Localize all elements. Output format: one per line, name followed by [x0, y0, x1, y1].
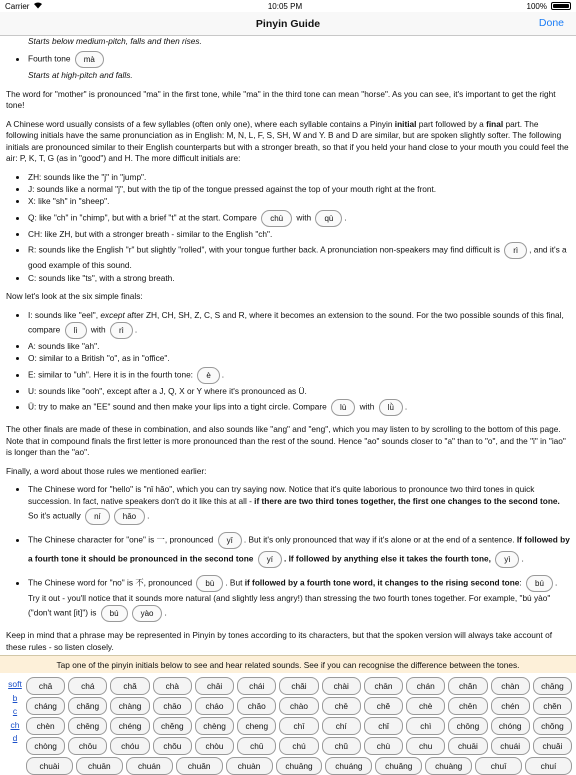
sound-button[interactable]: chōu: [68, 737, 107, 755]
sound-button-yi1[interactable]: yī: [218, 532, 242, 549]
sound-button[interactable]: chà: [153, 677, 192, 695]
list-item: • X: like "sh" in "sheep".: [28, 196, 570, 207]
sound-button[interactable]: chuǎng: [375, 757, 422, 775]
status-time: 10:05 PM: [267, 1, 303, 11]
index-link[interactable]: c: [12, 706, 18, 716]
done-button[interactable]: Done: [538, 17, 564, 29]
sound-button[interactable]: chuǎn: [176, 757, 223, 775]
sound-button[interactable]: chī: [279, 717, 318, 735]
navigation-bar: [0, 12, 576, 36]
rules-list: [6, 484, 570, 623]
rules-intro: Finally, a word about those rules we mentioned earlier:: [6, 465, 207, 476]
list-item: • R: sounds like the English "r" but slightly "rolled", with your tongue further back. A pronunciation non-speakers may find difficult is rì , and it's a good example of this sound.: [28, 241, 570, 271]
sound-button[interactable]: chè: [406, 697, 445, 715]
sound-button[interactable]: chǎ: [110, 677, 149, 695]
sound-button[interactable]: chèn: [26, 717, 65, 735]
sound-button[interactable]: chéng: [110, 717, 149, 735]
list-item: • The Chinese character for "one" is 一, pronounced yī . But it's only pronounced that way if it's alone or at the end of a sentence. If followed by a fourth tone it should be pronounced in the second tone yí . If followed by anything else it takes the fourth tone, yì .: [28, 531, 570, 569]
sound-button-row: [26, 737, 572, 755]
sound-button[interactable]: chǔ: [322, 737, 361, 755]
sound-button-qu4[interactable]: qù: [315, 210, 342, 227]
sound-button[interactable]: chuái: [491, 737, 530, 755]
sound-button[interactable]: cheng: [237, 717, 276, 735]
sound-button-chu4[interactable]: chù: [261, 210, 292, 227]
sound-button[interactable]: chǎng: [68, 697, 107, 715]
sound-button[interactable]: chāo: [153, 697, 192, 715]
keep-in-mind-paragraph: Keep in mind that a phrase may be represented in Pinyin by tones according to its characters, but that the spoken version will always take account of these rules - so listen closely.: [6, 630, 553, 652]
list-item: • ZH: sounds like the "j" in "jump".: [28, 172, 570, 183]
sound-button[interactable]: chēng: [68, 717, 107, 735]
sound-button[interactable]: chào: [279, 697, 318, 715]
index-link[interactable]: b: [12, 692, 18, 703]
finals-intro: Now let's look at the six simple finals:: [6, 291, 143, 302]
index-link[interactable]: d: [12, 733, 18, 743]
index-link[interactable]: soft: [8, 679, 22, 689]
index-link[interactable]: ch: [10, 719, 20, 730]
list-item: • CH: like ZH, but with a stronger breath - similar to the English "ch".: [28, 229, 570, 240]
list-item: • C: sounds like "ts", with a strong breath.: [28, 273, 570, 284]
sound-button[interactable]: chāng: [533, 677, 572, 695]
sound-button-hao3[interactable]: hǎo: [114, 508, 145, 525]
list-item: • The Chinese word for "hello" is "nǐ hǎo", which you can try saying now. Notice that it's quite laborious to pronounce two third tones in quick succession. In fact, native speakers don't do it like this at all - if there are two third tones together, the first one changes to the second tone. So it's actually ní hǎo .: [28, 484, 570, 526]
sound-button-row: [26, 697, 572, 715]
sound-button[interactable]: chóu: [110, 737, 149, 755]
sound-button[interactable]: cháng: [26, 697, 65, 715]
sound-button[interactable]: chu: [406, 737, 445, 755]
page-title: Pinyin Guide: [255, 17, 321, 30]
list-item: • O: similar to a British "o", as in "office".: [28, 353, 570, 364]
sound-button[interactable]: chǐ: [364, 717, 403, 735]
sound-button[interactable]: chū: [237, 737, 276, 755]
instruction-banner: Tap one of the pinyin initials below to see and hear related sounds. See if you can recognise the difference between the tones.: [0, 656, 576, 673]
sound-button[interactable]: chěng: [153, 717, 192, 735]
sound-button[interactable]: chuán: [126, 757, 173, 775]
sound-button[interactable]: chái: [237, 677, 276, 695]
other-finals-paragraph: The other finals are made of these in combination, and also sounds like "ang" and "eng", which you may listen to by scrolling to the bottom of this page. Note that in compound finals the first letter is more pronounced than the rest of the sound. Hence "ao" sounds closer to "a" than to "o", and the "i" in "iao" is longer than the "ao".: [6, 424, 566, 458]
battery-percent: 100%: [526, 1, 547, 11]
sound-button[interactable]: chuān: [76, 757, 123, 775]
battery-icon: [551, 2, 571, 10]
list-item: • I: sounds like "eel", except after ZH, CH, SH, Z, C, S and R, where it becomes an extension to the sound. For the two possible sounds of this final, compare lì with rì .: [28, 310, 570, 340]
sound-button[interactable]: chǎn: [448, 677, 487, 695]
sound-button[interactable]: chí: [322, 717, 361, 735]
sound-button[interactable]: chuāng: [276, 757, 323, 775]
sound-button[interactable]: chòng: [26, 737, 65, 755]
sound-button[interactable]: chǎi: [279, 677, 318, 695]
sound-button[interactable]: chā: [26, 677, 65, 695]
sound-button-row: [26, 717, 572, 735]
sound-button-row: [26, 757, 572, 775]
finals-list: [6, 310, 570, 418]
sound-button-ni2[interactable]: ní: [85, 508, 110, 525]
sound-button[interactable]: chuǎi: [533, 737, 572, 755]
sound-button-bu2[interactable]: bú: [526, 575, 553, 592]
sound-button[interactable]: chuáng: [325, 757, 372, 775]
sound-button[interactable]: chài: [322, 677, 361, 695]
sound-button[interactable]: chán: [406, 677, 445, 695]
initials-paragraph: A Chinese word usually consists of a few syllables (often only one), where each syllable contains a Pinyin initial part followed by a final part. The following initials have the same pronunciation as in English: M, N, L, F, S, SH, W and Y. B and D are similar, but are spoken slightly softer. The following initials are pronounced similar to their English counterparts but with a stronger breath, so that if you held your hand close to your mouth you could feel the air: P, K, T, G (as in "good") and H. The more difficult initials are:: [6, 118, 569, 164]
sound-button-row: [26, 677, 572, 695]
wifi-icon: [33, 1, 43, 11]
sound-button[interactable]: chuài: [26, 757, 73, 775]
sound-button[interactable]: chèng: [195, 717, 234, 735]
initials-index: [4, 677, 26, 775]
sound-button[interactable]: chá: [68, 677, 107, 695]
list-item: • U: sounds like "ooh", except after a J, Q, X or Y where it's pronounced as Ü.: [28, 386, 570, 397]
sound-button[interactable]: chǒng: [533, 717, 572, 735]
sound-button[interactable]: chòu: [195, 737, 234, 755]
sound-button-yi4[interactable]: yì: [495, 551, 519, 568]
sound-button[interactable]: chěn: [533, 697, 572, 715]
sound-button[interactable]: cháo: [195, 697, 234, 715]
sound-button[interactable]: chóng: [491, 717, 530, 735]
sound-button[interactable]: chì: [406, 717, 445, 735]
sound-button[interactable]: chén: [491, 697, 530, 715]
carrier-label: Carrier: [5, 1, 30, 11]
sound-button-ri4[interactable]: rì: [504, 242, 527, 259]
list-item: • E: similar to "uh". Here it is in the fourth tone: è .: [28, 366, 570, 385]
sound-button-yi2[interactable]: yí: [258, 551, 282, 568]
sound-button-lu4[interactable]: lù: [331, 399, 355, 416]
sound-button[interactable]: chāi: [195, 677, 234, 695]
sound-button-yao4[interactable]: yào: [132, 605, 163, 622]
sound-button-lv4[interactable]: lǜ: [379, 399, 403, 416]
sound-button[interactable]: chàng: [110, 697, 149, 715]
list-item: • The Chinese word for "no" is 不, pronounced bù . But if followed by a fourth tone word, it changes to the rising second tone: bú . Try it out - you'll notice that it sounds more natural (and slightly less angry!) than stressing the two fourth tones together. For example, "bú yào" ("don't want [it]") is bú yào .: [28, 574, 570, 623]
sound-button[interactable]: chàn: [491, 677, 530, 695]
sound-button[interactable]: chōng: [448, 717, 487, 735]
mother-paragraph: The word for "mother" is pronounced "ma" in the first tone, while "ma" in the third tone can mean "horse". As you can see, it's important to get the right tone!: [6, 88, 556, 111]
sound-picker-panel: [0, 655, 576, 771]
sound-button[interactable]: chě: [364, 697, 403, 715]
sound-button[interactable]: chǎo: [237, 697, 276, 715]
sound-button-e4[interactable]: è: [197, 367, 219, 384]
sound-button-grid: [26, 677, 572, 775]
sound-button[interactable]: chǒu: [153, 737, 192, 755]
sound-button[interactable]: chù: [364, 737, 403, 755]
fourth-tone-description: Starts at high-pitch and falls.: [28, 70, 133, 81]
list-item: • Ü: try to make an "EE" sound and then make your lips into a tight circle. Compare lù with lǜ .: [28, 398, 570, 417]
sound-button-ri4-2[interactable]: rì: [110, 322, 133, 339]
sound-button-bu4[interactable]: bù: [196, 575, 223, 592]
list-item: • A: sounds like "ah".: [28, 341, 570, 352]
guide-content[interactable]: [0, 36, 576, 657]
list-item: • Q: like "ch" in "chimp", but with a brief "t" at the start. Compare chù with qù .: [28, 209, 570, 228]
status-bar: [0, 0, 576, 12]
initials-list: [6, 172, 570, 285]
sound-button[interactable]: chuí: [525, 757, 572, 775]
sound-button[interactable]: chuàng: [425, 757, 472, 775]
sound-button[interactable]: chān: [364, 677, 403, 695]
fourth-tone-item: • Fourth tone mà: [28, 50, 570, 69]
third-tone-description: Starts below medium-pitch, falls and then rises.: [28, 36, 202, 46]
sound-button-li4[interactable]: lì: [65, 322, 87, 339]
sound-button-bu2-2[interactable]: bú: [101, 605, 128, 622]
sound-button-ma4[interactable]: mà: [75, 51, 104, 68]
sound-button[interactable]: chuàn: [226, 757, 273, 775]
list-item: • J: sounds like a normal "j", but with the tip of the tongue pressed against the top of your mouth right at the front.: [28, 184, 570, 195]
sound-button[interactable]: chēn: [448, 697, 487, 715]
sound-button[interactable]: chē: [322, 697, 361, 715]
sound-button[interactable]: chuāi: [448, 737, 487, 755]
sound-button[interactable]: chú: [279, 737, 318, 755]
sound-button[interactable]: chuī: [475, 757, 522, 775]
